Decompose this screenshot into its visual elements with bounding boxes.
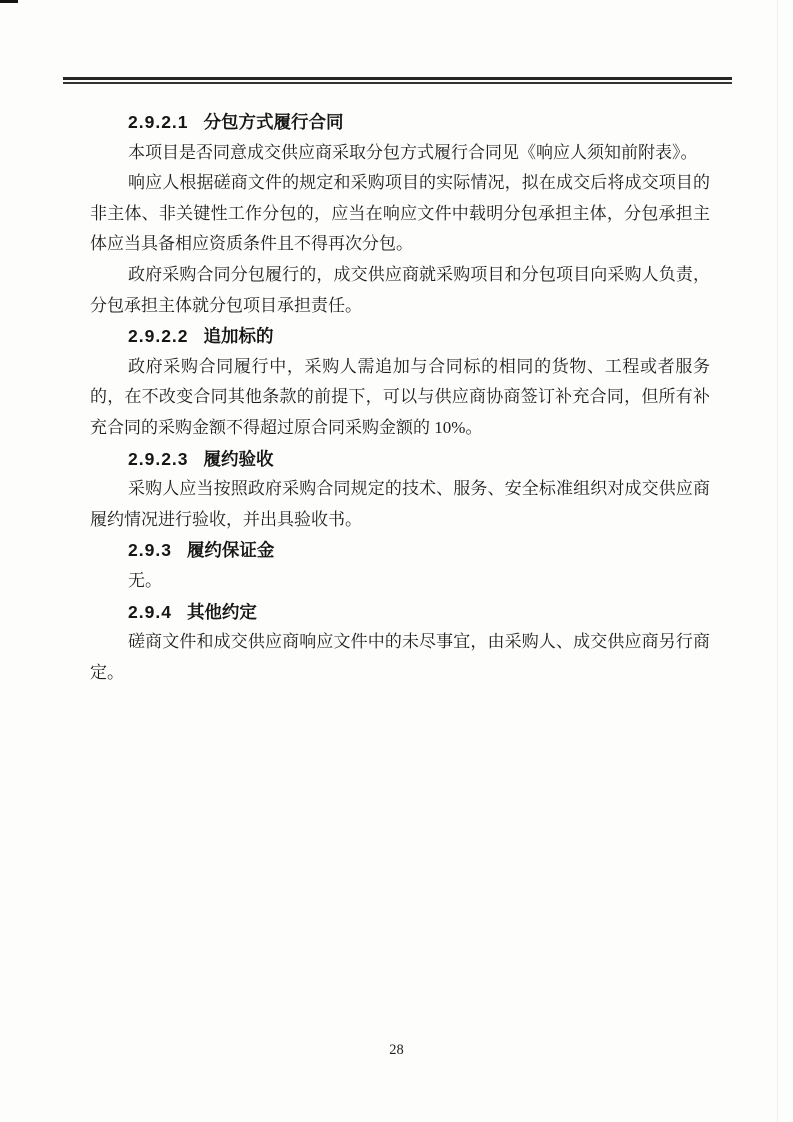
paragraph-additional-subject: 政府采购合同履行中，采购人需追加与合同标的相同的货物、工程或者服务的，在不改变合同其他条款的前提下，可以与供应商协商签订补充合同，但所有补充合同的采购金额不得超过原合同采购金额的 10%。	[90, 356, 710, 437]
section-heading-2-9-3	[90, 535, 710, 566]
section-number: 2.9.3	[128, 540, 172, 561]
section-title: 追加标的	[203, 326, 274, 347]
section-heading-2-9-2-3	[90, 444, 710, 475]
section-number: 2.9.2.3	[128, 448, 189, 469]
page-content	[90, 107, 710, 688]
section-title: 分包方式履行合同	[203, 112, 344, 132]
section-title: 履约验收	[203, 448, 274, 469]
section-heading-2-9-2-2	[90, 321, 710, 352]
section-title: 履约保证金	[186, 540, 275, 561]
scan-artifact-mark	[0, 0, 18, 3]
page-number: 28	[389, 1042, 404, 1058]
paragraph-subcontract-liability: 政府采购合同分包履行的，成交供应商就采购项目和分包项目向采购人负责，分包承担主体就分包项目承担责任。	[90, 264, 710, 315]
page-footer	[0, 1041, 793, 1059]
paragraph-performance-bond-none: 无。	[128, 570, 162, 590]
section-title: 其他约定	[186, 601, 257, 622]
header-double-rule	[63, 77, 732, 84]
scan-edge-line	[777, 0, 778, 1122]
section-number: 2.9.2.1	[128, 112, 189, 132]
paragraph-subcontract-conditions: 响应人根据磋商文件的规定和采购项目的实际情况，拟在成交后将成交项目的非主体、非关键性工作分包的，应当在响应文件中载明分包承担主体，分包承担主体应当具备相应资质条件且不得再次分包。	[90, 173, 710, 254]
paragraph-other-agreements: 磋商文件和成交供应商响应文件中的未尽事宜，由采购人、成交供应商另行商定。	[90, 632, 710, 682]
section-heading-2-9-4	[90, 597, 710, 628]
section-number: 2.9.2.2	[128, 326, 189, 347]
paragraph-acceptance-inspection: 采购人应当按照政府采购合同规定的技术、服务、安全标准组织对成交供应商履约情况进行验收，并出具验收书。	[90, 479, 710, 529]
paragraph-subcontract-allowed: 本项目是否同意成交供应商采取分包方式履行合同见《响应人须知前附表》。	[128, 142, 698, 162]
section-number: 2.9.4	[128, 601, 172, 622]
section-heading-2-9-2-1	[90, 107, 710, 138]
